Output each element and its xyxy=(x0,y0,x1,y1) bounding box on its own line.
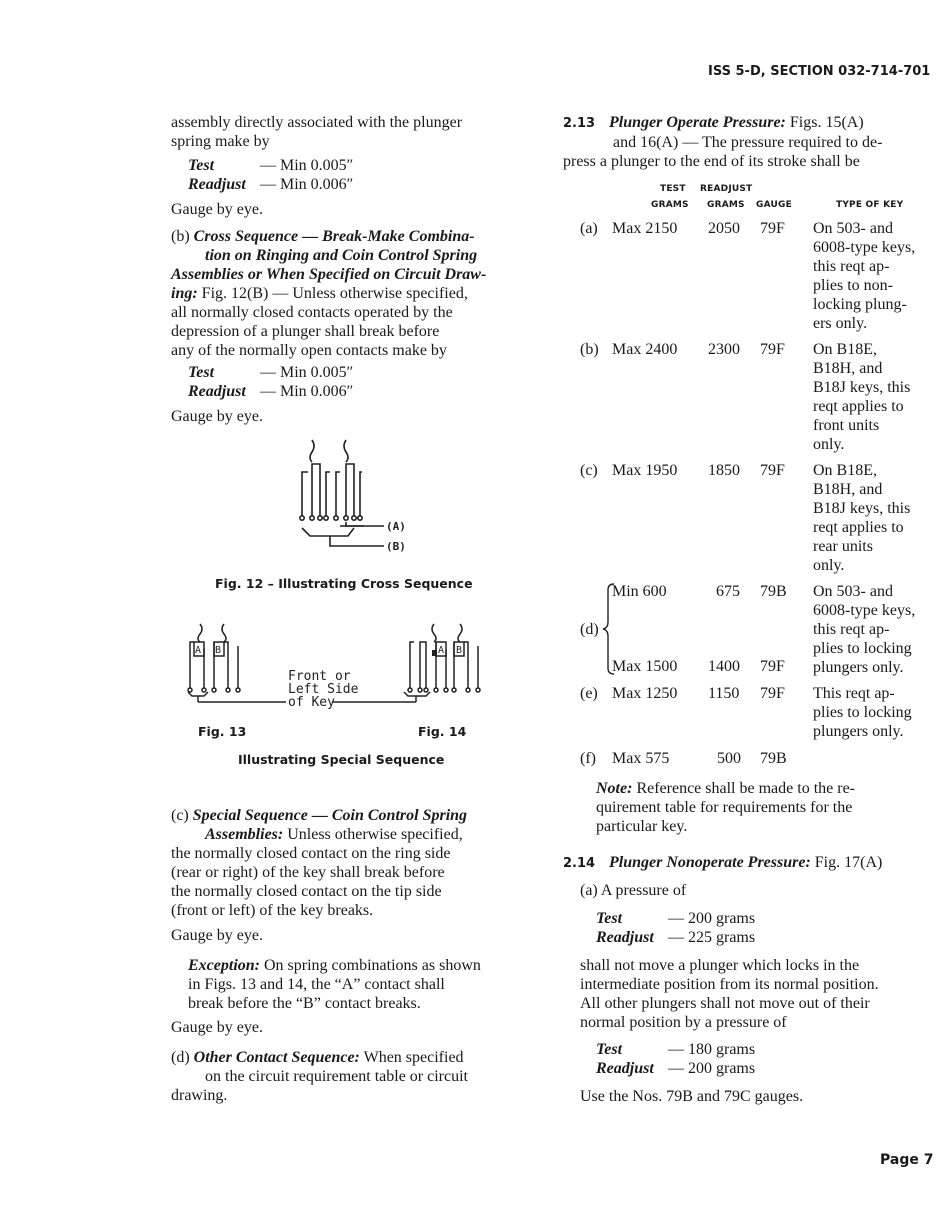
section-number: 2.13 xyxy=(563,116,596,131)
note-paragraph xyxy=(596,779,934,836)
row-test: Max 1250 xyxy=(612,685,678,702)
section-title: Plunger Nonoperate Pressure: xyxy=(609,854,811,871)
row-gauge: 79F xyxy=(760,341,785,358)
paragraph-text: (a) A pressure of xyxy=(580,882,687,899)
type-line: only. xyxy=(813,557,845,574)
fig14-label-b: B xyxy=(456,645,463,656)
test-spec xyxy=(188,363,353,382)
readjust-spec xyxy=(188,175,353,194)
test-spec xyxy=(596,1040,755,1059)
readjust-spec xyxy=(596,1059,755,1078)
type-line: this reqt ap- xyxy=(813,621,890,638)
readjust-value: — Min 0.006″ xyxy=(260,176,354,193)
type-line: plies to non- xyxy=(813,277,893,294)
readjust-label: Readjust xyxy=(596,1060,654,1077)
row-type xyxy=(813,340,910,454)
page-header: ISS 5-D, SECTION 032-714-701 xyxy=(708,64,931,79)
paragraph-text: quirement table for requirements for the xyxy=(596,799,853,816)
paragraph-text: normal position by a pressure of xyxy=(580,1014,787,1031)
row-type xyxy=(813,582,915,677)
paragraph-text: On spring combinations as shown xyxy=(264,957,481,974)
fig13-label-a: A xyxy=(195,645,202,656)
row-readjust: 500 xyxy=(717,750,741,767)
type-line: this reqt ap- xyxy=(813,258,890,275)
row-type xyxy=(813,219,915,333)
type-line: reqt applies to xyxy=(813,519,904,536)
row-gauge: 79F xyxy=(760,685,785,702)
paragraph-text: Reference shall be made to the re- xyxy=(636,780,855,797)
row-id: (d) xyxy=(580,621,599,638)
row-readjust: 1150 xyxy=(708,685,740,702)
paragraph xyxy=(580,956,936,1032)
paragraph-text: and 16(A) — The pressure required to de- xyxy=(613,134,883,151)
fig12-label-a: (A) xyxy=(386,520,406,533)
table-header-grams: GRAMS xyxy=(707,200,745,210)
type-line: reqt applies to xyxy=(813,398,904,415)
paragraph-line: assembly directly associated with the plunger xyxy=(171,114,463,131)
row-gauge: 79B xyxy=(760,750,787,767)
section-title: Assemblies or When Specified on Circuit Draw- xyxy=(171,266,487,283)
row-readjust: 2300 xyxy=(708,341,740,358)
readjust-spec xyxy=(596,928,755,947)
type-line: On 503- and xyxy=(813,220,893,237)
paragraph-text: on the circuit requirement table or circuit xyxy=(205,1068,468,1085)
paragraph-b xyxy=(171,227,524,360)
paragraph-text: Use the Nos. 79B and 79C gauges. xyxy=(580,1088,804,1105)
row-readjust: 2050 xyxy=(708,220,740,237)
test-label: Test xyxy=(596,1041,623,1058)
readjust-value: — 200 grams xyxy=(668,1060,756,1077)
exception-label: Exception: xyxy=(188,957,260,974)
type-line: plungers only. xyxy=(813,723,904,740)
section-2-14 xyxy=(563,853,935,873)
row-gauge: 79F xyxy=(760,220,785,237)
test-value: — Min 0.005″ xyxy=(260,157,354,174)
table-header-type: TYPE OF KEY xyxy=(836,200,904,210)
row-id: (e) xyxy=(580,685,598,702)
type-line: B18H, and xyxy=(813,360,883,377)
table-header-test: TEST xyxy=(660,184,686,194)
type-line: rear units xyxy=(813,538,873,555)
paragraph-text: in Figs. 13 and 14, the “A” contact shall xyxy=(188,976,445,993)
type-line: 6008-type keys, xyxy=(813,602,916,619)
type-line: B18J keys, this xyxy=(813,500,911,517)
row-id: (f) xyxy=(580,750,596,767)
note-label: Note: xyxy=(596,780,633,797)
fig12-label-b: (B) xyxy=(386,540,406,553)
readjust-value: — 225 grams xyxy=(668,929,756,946)
fig12-diagram xyxy=(290,438,420,556)
section-2-13 xyxy=(563,113,935,171)
section-title: Cross Sequence — Break-Make Combina- xyxy=(193,228,475,245)
section-title: ing: xyxy=(171,285,198,302)
test-value: — Min 0.005″ xyxy=(260,364,354,381)
row-test: Max 2150 xyxy=(612,220,678,237)
fig14-caption: Fig. 14 xyxy=(418,724,467,739)
paragraph-text: particular key. xyxy=(596,818,688,835)
row-id: (a) xyxy=(580,220,598,237)
readjust-label: Readjust xyxy=(188,176,246,193)
section-title: Assemblies: xyxy=(205,826,284,843)
type-line: front units xyxy=(813,417,880,434)
row-test: Max 2400 xyxy=(612,341,678,358)
test-label: Test xyxy=(596,910,623,927)
gauge-note: Gauge by eye. xyxy=(171,927,263,944)
readjust-value: — Min 0.006″ xyxy=(260,383,354,400)
page-number: Page 7 xyxy=(880,1152,934,1168)
fig12-caption: Fig. 12 – Illustrating Cross Sequence xyxy=(215,576,473,591)
section-title: Other Contact Sequence: xyxy=(193,1049,360,1066)
row-readjust: 675 xyxy=(716,583,740,600)
paragraph-text: depression of a plunger shall break before xyxy=(171,323,440,340)
type-line: On 503- and xyxy=(813,583,893,600)
fig-mid-text: Left Side xyxy=(288,682,359,697)
fig-mid-text: Front or xyxy=(288,669,351,684)
paragraph-text: the normally closed contact on the tip side xyxy=(171,883,442,900)
row-gauge: 79F xyxy=(760,658,785,675)
fig13-caption: Fig. 13 xyxy=(198,724,247,739)
test-value: — 180 grams xyxy=(668,1041,756,1058)
fig14-label-a: A xyxy=(438,645,445,656)
row-type xyxy=(813,684,912,741)
paragraph-text: the normally closed contact on the ring side xyxy=(171,845,451,862)
row-test: Min 600 xyxy=(612,583,667,600)
section-title: Special Sequence — Coin Control Spring xyxy=(192,807,468,824)
paragraph-text: When specified xyxy=(363,1049,464,1066)
row-test: Max 575 xyxy=(612,750,670,767)
item-prefix: (b) xyxy=(171,228,190,245)
paragraph-text: drawing. xyxy=(171,1087,228,1104)
type-line: plies to locking xyxy=(813,640,912,657)
gauge-note: Gauge by eye. xyxy=(171,1019,263,1036)
type-line: plies to locking xyxy=(813,704,912,721)
type-line: This reqt ap- xyxy=(813,685,895,702)
paragraph-text: intermediate position from its normal position. xyxy=(580,976,879,993)
readjust-spec xyxy=(188,382,353,401)
gauge-note: Gauge by eye. xyxy=(171,201,263,218)
paragraph-text: (front or left) of the key breaks. xyxy=(171,902,374,919)
table-header-gauge: GAUGE xyxy=(756,200,792,210)
fig13-14-diagram xyxy=(182,620,492,716)
exception-paragraph xyxy=(188,956,524,1013)
paragraph-text: Fig. 12(B) — Unless otherwise specified, xyxy=(201,285,468,302)
row-id: (b) xyxy=(580,341,599,358)
paragraph-line: spring make by xyxy=(171,133,270,150)
paragraph-text: (rear or right) of the key shall break before xyxy=(171,864,445,881)
type-line: plungers only. xyxy=(813,659,904,676)
type-line: ers only. xyxy=(813,315,868,332)
item-prefix: (c) xyxy=(171,807,189,824)
type-line: B18H, and xyxy=(813,481,883,498)
paragraph-text: Unless otherwise specified, xyxy=(287,826,463,843)
readjust-label: Readjust xyxy=(596,929,654,946)
fig13-label-b: B xyxy=(215,645,222,656)
paragraph-text: shall not move a plunger which locks in the xyxy=(580,957,860,974)
section-title: Plunger Operate Pressure: xyxy=(609,114,786,131)
gauge-note: Gauge by eye. xyxy=(171,408,263,425)
row-gauge: 79B xyxy=(760,583,787,600)
paragraph-text: Fig. 17(A) xyxy=(814,854,883,871)
type-line: On B18E, xyxy=(813,462,877,479)
paragraph-text: Figs. 15(A) xyxy=(789,114,864,131)
paragraph-text: All other plungers shall not move out of their xyxy=(580,995,870,1012)
type-line: B18J keys, this xyxy=(813,379,911,396)
paragraph-text: all normally closed contacts operated by the xyxy=(171,304,453,321)
paragraph-d xyxy=(171,1048,524,1105)
type-line: locking plung- xyxy=(813,296,907,313)
readjust-label: Readjust xyxy=(188,383,246,400)
fig-mid-text: of Key xyxy=(288,695,335,710)
test-value: — 200 grams xyxy=(668,910,756,927)
table-header-grams: GRAMS xyxy=(651,200,689,210)
table-header-readjust: READJUST xyxy=(700,184,753,194)
test-label: Test xyxy=(188,364,215,381)
item-prefix: (d) xyxy=(171,1049,190,1066)
paragraph-text: any of the normally open contacts make by xyxy=(171,342,447,359)
row-test: Max 1500 xyxy=(612,658,678,675)
paragraph-text: break before the “B” contact breaks. xyxy=(188,995,421,1012)
type-line: 6008-type keys, xyxy=(813,239,916,256)
section-title: tion on Ringing and Coin Control Spring xyxy=(205,247,478,264)
row-type xyxy=(813,461,910,575)
test-spec xyxy=(188,156,353,175)
row-readjust: 1400 xyxy=(708,658,740,675)
paragraph-text: press a plunger to the end of its stroke shall be xyxy=(563,153,860,170)
row-readjust: 1850 xyxy=(708,462,740,479)
test-label: Test xyxy=(188,157,215,174)
special-sequence-caption: Illustrating Special Sequence xyxy=(238,752,445,767)
row-test: Max 1950 xyxy=(612,462,678,479)
left-column xyxy=(171,113,524,151)
paragraph-c xyxy=(171,806,524,920)
row-id: (c) xyxy=(580,462,598,479)
type-line: only. xyxy=(813,436,845,453)
section-number: 2.14 xyxy=(563,856,596,871)
row-gauge: 79F xyxy=(760,462,785,479)
type-line: On B18E, xyxy=(813,341,877,358)
test-spec xyxy=(596,909,755,928)
